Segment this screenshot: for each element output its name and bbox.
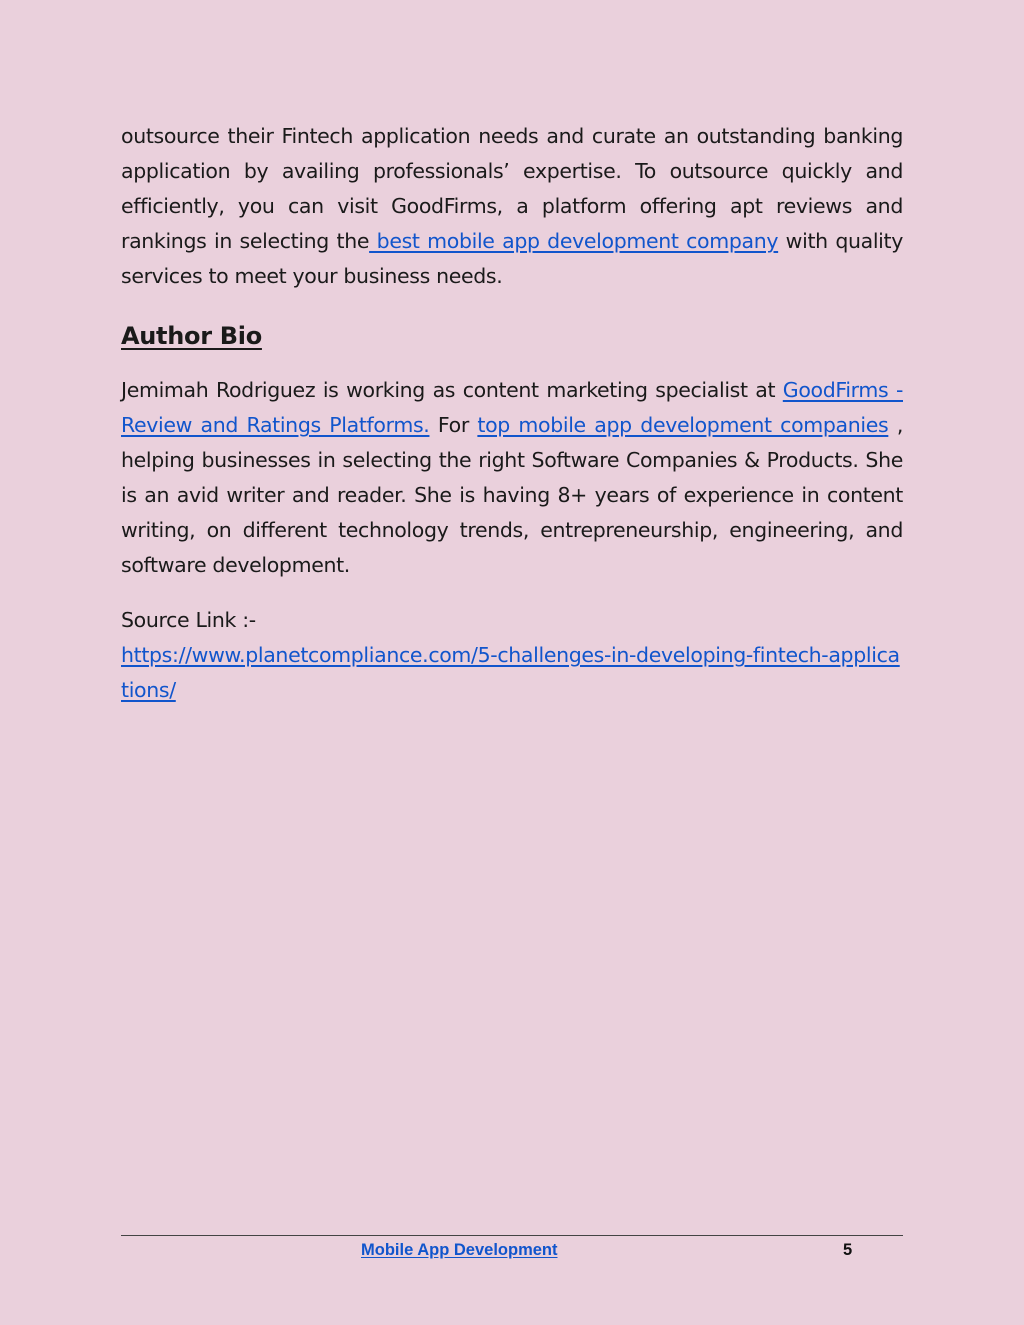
- intro-text-end: with quality services to meet your business needs.: [121, 229, 903, 288]
- footer-title-link[interactable]: Mobile App Development: [361, 1241, 558, 1259]
- source-url-link[interactable]: https://www.planetcompliance.com/5-challenges-in-developing-fintech-applications/: [121, 643, 900, 702]
- source-paragraph: [121, 603, 903, 708]
- author-bio-text-mid: For: [429, 413, 478, 437]
- footer-divider: [121, 1235, 903, 1236]
- top-mobile-app-companies-link[interactable]: top mobile app development companies: [477, 413, 889, 437]
- author-bio-text-end: , helping businesses in selecting the right Software Companies & Products. She is an avid writer and reader. She is having 8+ years of experience in content writing, on different technology trends, entrepreneurship, engineering, and software development.: [121, 413, 903, 577]
- author-bio-heading: Author Bio: [121, 322, 262, 350]
- best-mobile-app-company-link[interactable]: best mobile app development company: [369, 229, 779, 253]
- goodfirms-link[interactable]: GoodFirms - Review and Ratings Platforms.: [121, 378, 903, 437]
- author-bio-paragraph: [121, 373, 903, 583]
- page-number: 5: [843, 1241, 853, 1259]
- intro-paragraph: [121, 119, 903, 294]
- page-content: [121, 119, 903, 708]
- source-label: Source Link :-: [121, 608, 256, 632]
- author-bio-text: Jemimah Rodriguez is working as content marketing specialist at: [121, 378, 783, 402]
- intro-text: outsource their Fintech application needs and curate an outstanding banking application by availing professionals’ expertise. To outsource quickly and efficiently, you can visit GoodFirms, a platform offering apt reviews and rankings in selecting the: [121, 124, 903, 253]
